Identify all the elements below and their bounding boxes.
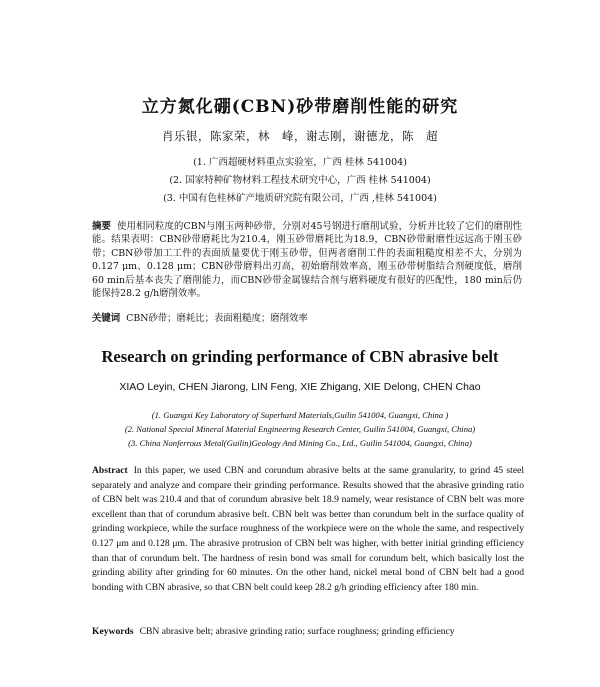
english-abstract <box>92 464 524 595</box>
english-abstract-label: Abstract <box>92 465 128 476</box>
english-affiliation-2: (2. National Special Mineral Material Engineering Research Center, Guilin 541004, Guangxi, China) <box>124 424 476 434</box>
english-keywords <box>92 626 524 637</box>
chinese-abstract <box>92 220 522 300</box>
chinese-affiliation-2: (2. 国家特种矿物材料工程技术研究中心，广西 桂林 541004) <box>169 175 431 186</box>
chinese-keywords-text: CBN砂带；磨耗比；表面粗糙度；磨削效率 <box>126 313 308 324</box>
english-authors: XIAO Leyin, CHEN Jiarong, LIN Feng, XIE Zhigang, XIE Delong, CHEN Chao <box>119 381 481 393</box>
english-affiliation-3: (3. China Nonferrous Metal(Guilin)Geology And Mining Co., Ltd., Guilin 541004, Guangxi, China) <box>128 438 472 448</box>
chinese-title: 立方氮化硼(CBN)砂带磨削性能的研究 <box>141 97 459 117</box>
english-keywords-label: Keywords <box>92 626 134 637</box>
english-affiliation-1: (1. Guangxi Key Laboratory of Superhard Materials,Guilin 541004, Guangxi, China ) <box>151 410 449 420</box>
chinese-abstract-label: 摘要 <box>92 221 112 232</box>
chinese-keywords-label: 关键词 <box>92 313 121 324</box>
chinese-affiliation-1: (1. 广西超硬材料重点实验室，广西 桂林 541004) <box>193 157 407 168</box>
english-keywords-text: CBN abrasive belt; abrasive grinding ratio; surface roughness; grinding efficiency <box>139 626 455 637</box>
english-title: Research on grinding performance of CBN abrasive belt <box>101 347 499 366</box>
chinese-abstract-text: 使用相同粒度的CBN与刚玉两种砂带，分别对45号钢进行磨削试验，分析并比较了它们的磨削性能。结果表明：CBN砂带磨耗比为210.4，刚玉砂带磨耗比为18.9，CBN砂带耐磨性远远高于刚玉砂带；CBN砂带加工工件的表面质量要优于刚玉砂带，但两者磨削工件的表面粗糙度相差不大，分别为0.127 μm、0.128 μm；CBN砂带磨料出刃高，初始磨削效率高，刚玉砂带树脂结合剂硬度低，磨削60 min后基本丧失了磨削能力，而CBN砂带金属镍结合剂与磨料硬度有很好的匹配性，180 min后仍能保持28.2 g/h磨削效率。 <box>92 221 522 300</box>
chinese-authors: 肖乐银，陈家荣，林 峰，谢志刚，谢德龙，陈 超 <box>162 129 438 143</box>
chinese-keywords <box>92 310 522 324</box>
chinese-affiliation-3: (3. 中国有色桂林矿产地质研究院有限公司，广西 ,桂林 541004) <box>163 193 437 204</box>
english-abstract-text: In this paper, we used CBN and corundum abrasive belts at the same granularity, to grind 45 steel separately and analyze and compare their grinding performance. Results showed that the abrasive grinding ratio of CBN belt was 210.4 and that of corundum abrasive belt 18.9 namely, wear resistance of CBN belt was more excellent than that of corundum abrasive belt. CBN belt was better than corundum belt in the surface quality of grinding workpiece, while the surface roughness of the workpiece were on the whole the same, and respectively 0.127 μm and 0.128 μm. The abrasive protrusion of CBN belt was higher, with better initial grinding efficiency than that of corundum belt. The hardness of resin bond was small for corundum belt, which basically lost the grinding ability after grinding for 60 minutes. On the other hand, nickel metal bond of CBN belt had a good bonding with CBN abrasive, so that CBN belt could keep 28.2 g/h grinding efficiency after 180 min. <box>92 465 524 593</box>
